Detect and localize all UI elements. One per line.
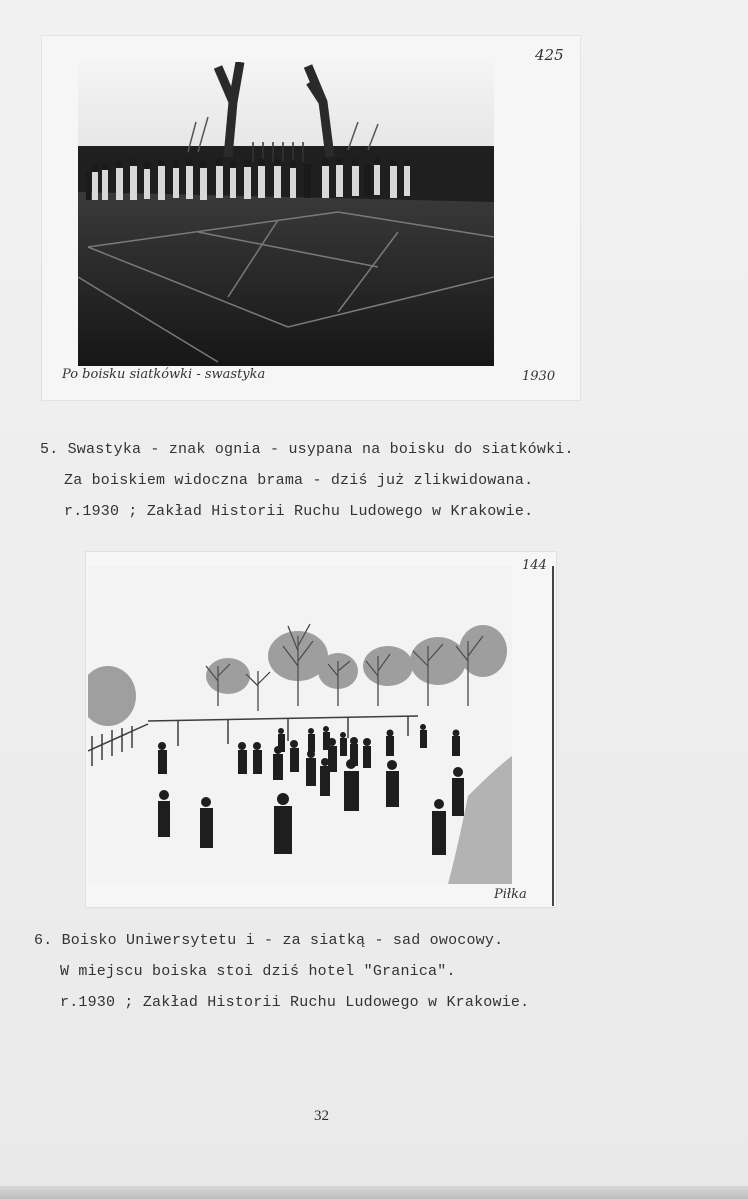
photo-volleyball-swastika-image <box>78 62 494 366</box>
caption1-line2: Za boiskiem widoczna brama - dziś już zlikwidowana. <box>64 472 534 489</box>
photo2-right-border <box>552 566 554 906</box>
photo2-handwritten-note: Piłka <box>494 887 527 902</box>
caption1-line1: 5. Swastyka - znak ognia - usypana na boisku do siatkówki. <box>40 441 574 458</box>
page-bottom-edge <box>0 1186 748 1199</box>
caption2-line2: W miejscu boiska stoi dziś hotel "Granica". <box>60 963 456 980</box>
caption2-line3: r.1930 ; Zakład Historii Ruchu Ludowego w Krakowie. <box>60 994 530 1011</box>
photo-university-field-winter-image <box>88 566 512 884</box>
photo1-handwritten-caption: Po boisku siatkówki - swastyka <box>62 367 266 382</box>
photo-volleyball-swastika <box>78 62 494 366</box>
caption1-line3: r.1930 ; Zakład Historii Ruchu Ludowego w Krakowie. <box>64 503 534 520</box>
photo1-year-note: 1930 <box>522 369 556 384</box>
caption2-line1: 6. Boisko Uniwersytetu i - za siatką - sad owocowy. <box>34 932 504 949</box>
photo2-archive-number: 144 <box>522 558 547 573</box>
page-number: 32 <box>314 1108 329 1124</box>
photo1-archive-number: 425 <box>535 46 564 64</box>
photo-university-field-winter <box>88 566 512 884</box>
